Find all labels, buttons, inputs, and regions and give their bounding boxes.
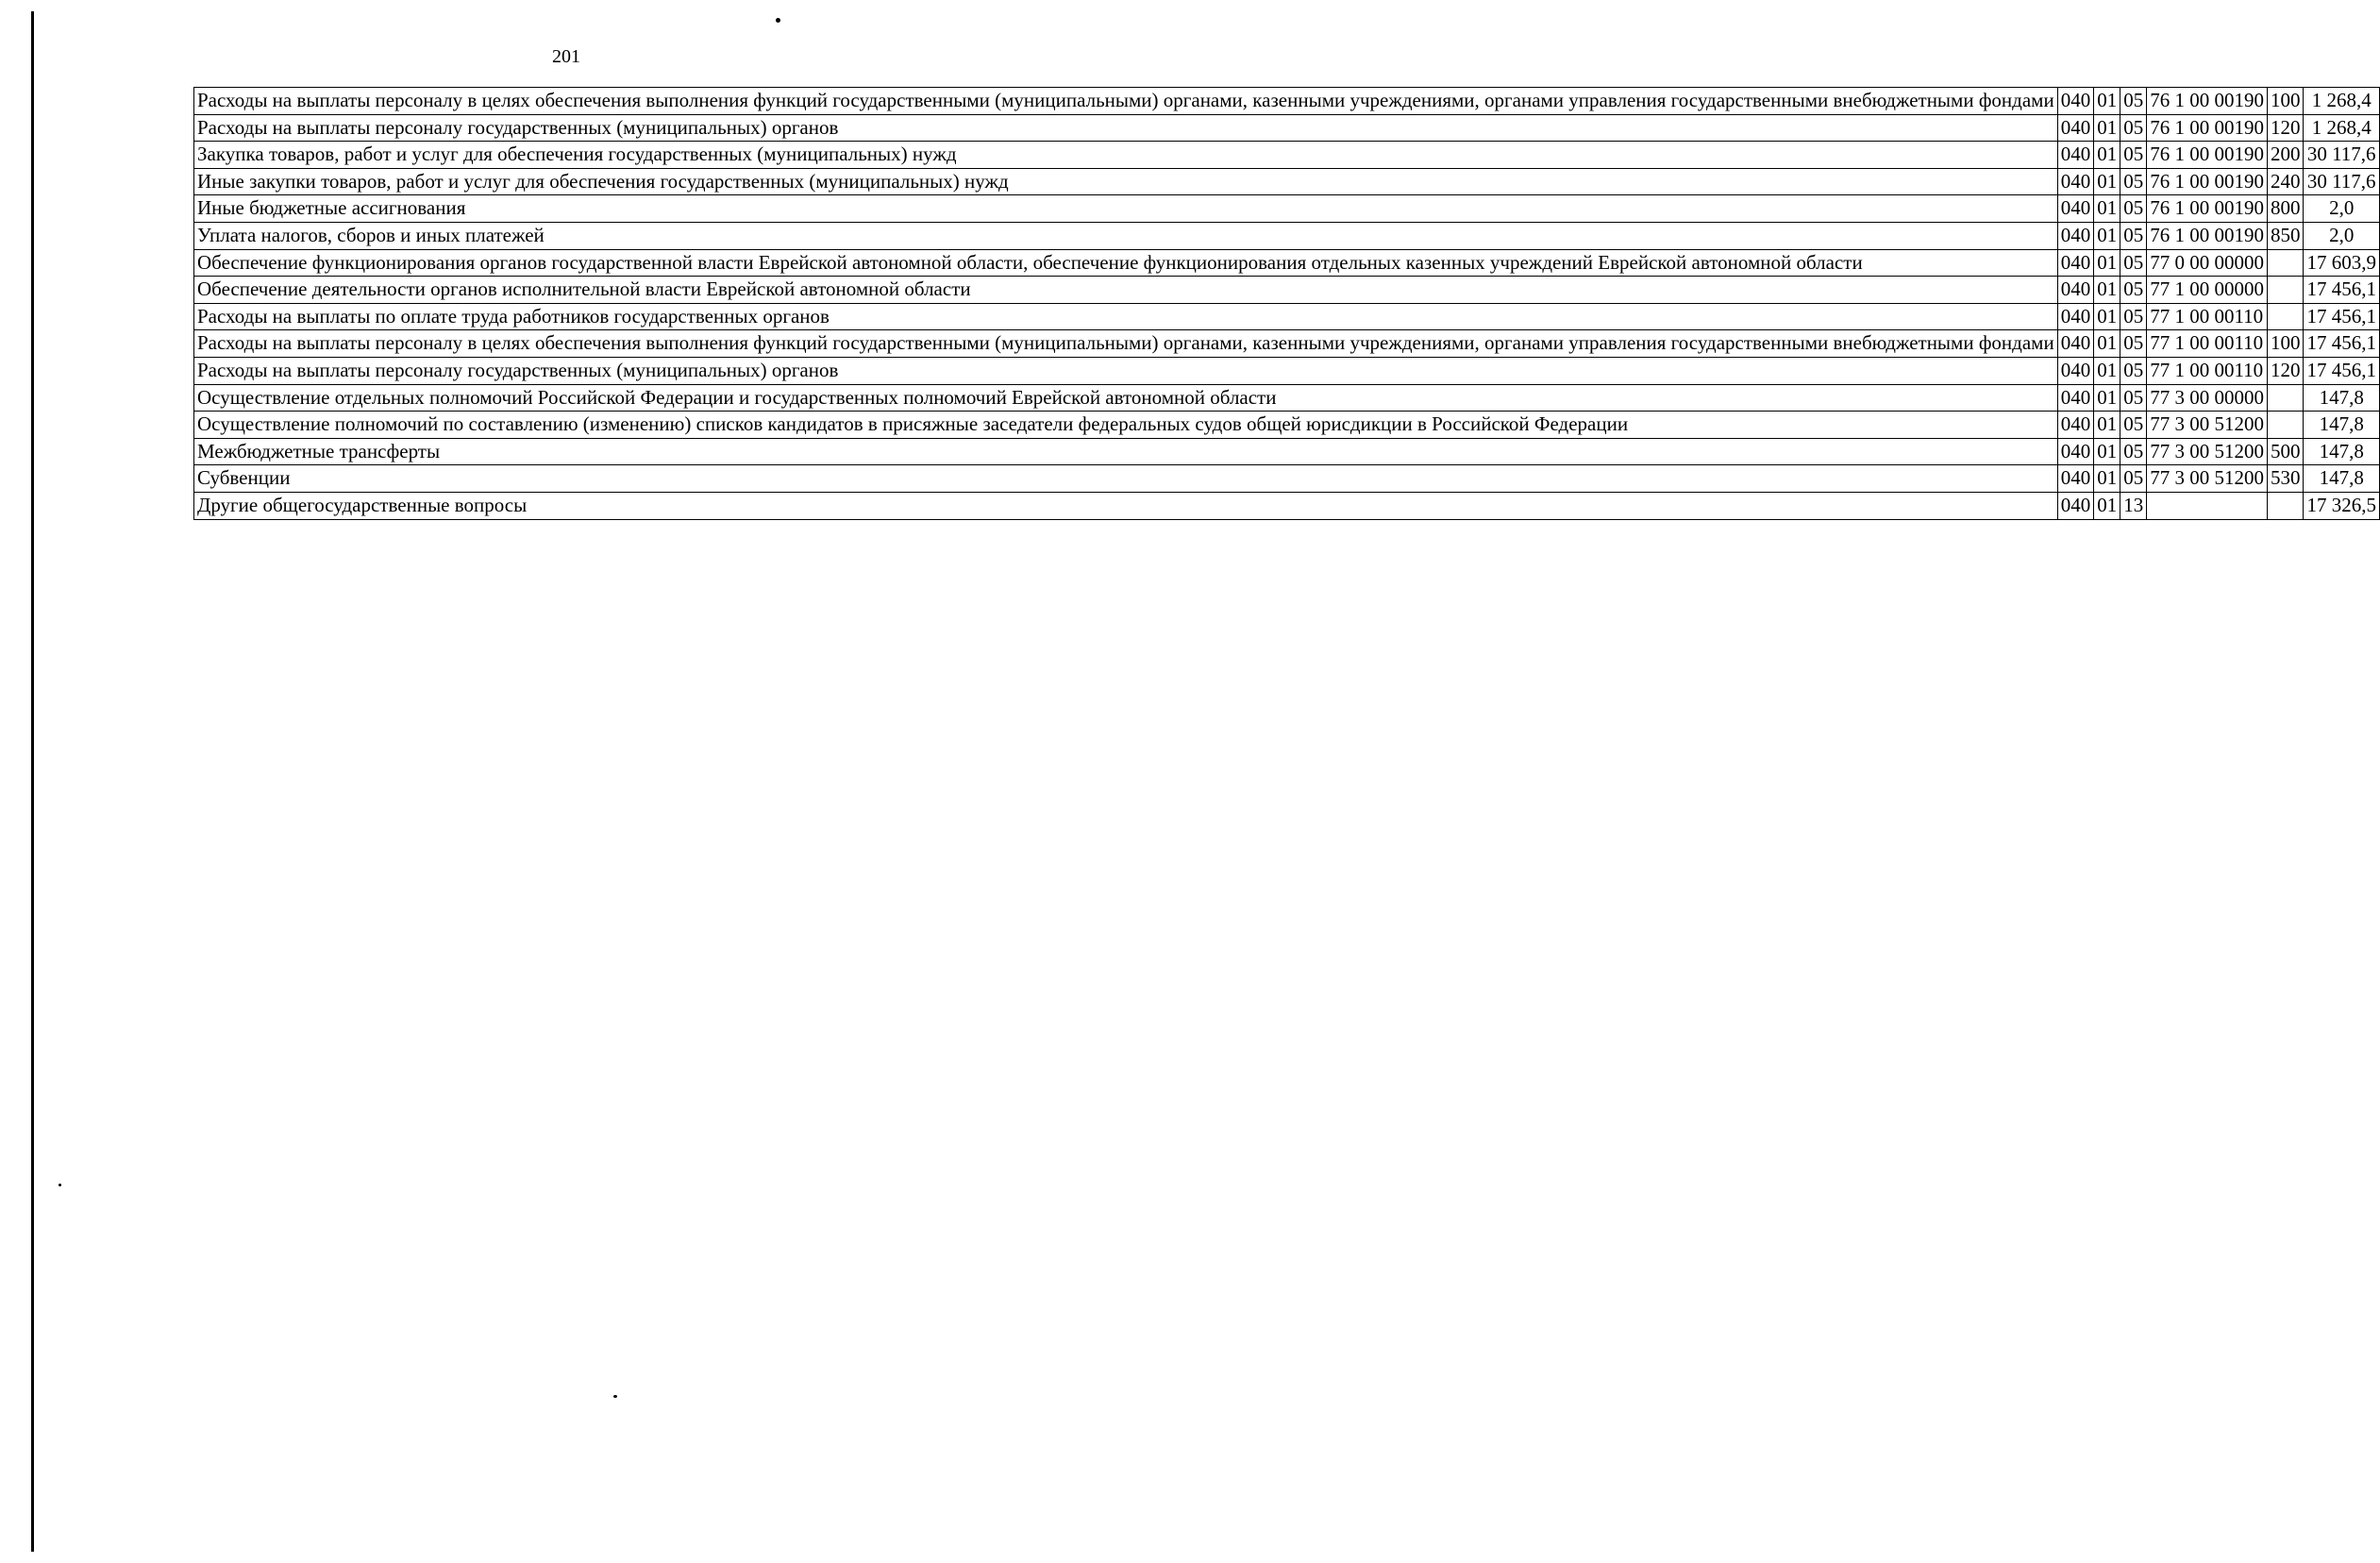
- expense-type-code: 500: [2267, 438, 2304, 465]
- amount-value: 1 268,4: [2304, 88, 2380, 115]
- subsection-code: 05: [2120, 249, 2147, 277]
- subsection-code: 05: [2120, 303, 2147, 330]
- target-article-code: 77 3 00 00000: [2147, 384, 2268, 412]
- section-code: 01: [2094, 88, 2120, 115]
- section-code: 01: [2094, 303, 2120, 330]
- subsection-code: 05: [2120, 412, 2147, 439]
- ministry-code: 040: [2057, 438, 2094, 465]
- section-code: 01: [2094, 465, 2120, 493]
- ministry-code: 040: [2057, 114, 2094, 142]
- target-article-code: 77 0 00 00000: [2147, 249, 2268, 277]
- target-article-code: 77 1 00 00110: [2147, 330, 2268, 358]
- subsection-code: 05: [2120, 330, 2147, 358]
- target-article-code: 77 3 00 51200: [2147, 465, 2268, 493]
- expense-type-code: 100: [2267, 88, 2304, 115]
- section-code: 01: [2094, 168, 2120, 195]
- ministry-code: 040: [2057, 412, 2094, 439]
- target-article-code: 76 1 00 00190: [2147, 168, 2268, 195]
- expense-type-code: [2267, 492, 2304, 519]
- section-code: 01: [2094, 384, 2120, 412]
- target-article-code: 76 1 00 00190: [2147, 114, 2268, 142]
- subsection-code: 13: [2120, 492, 2147, 519]
- target-article-code: 76 1 00 00190: [2147, 142, 2268, 169]
- table-row: [194, 222, 2380, 249]
- table-row: [194, 330, 2380, 358]
- item-name: Уплата налогов, сборов и иных платежей: [194, 222, 2058, 249]
- amount-value: 30 117,6: [2304, 142, 2380, 169]
- page-number: 201: [552, 46, 580, 67]
- target-article-code: 76 1 00 00190: [2147, 222, 2268, 249]
- subsection-code: 05: [2120, 88, 2147, 115]
- binding-edge-line: [31, 11, 34, 1552]
- amount-value: 17 456,1: [2304, 277, 2380, 304]
- subsection-code: 05: [2120, 384, 2147, 412]
- item-name: Осуществление полномочий по составлению (изменению) списков кандидатов в присяжные заседатели федеральных судов общей юрисдикции в Российской Федерации: [194, 412, 2058, 439]
- ministry-code: 040: [2057, 88, 2094, 115]
- table-row: [194, 142, 2380, 169]
- section-code: 01: [2094, 222, 2120, 249]
- expense-type-code: 240: [2267, 168, 2304, 195]
- expense-type-code: 120: [2267, 357, 2304, 384]
- scan-speck: [776, 18, 780, 23]
- amount-value: 1 268,4: [2304, 114, 2380, 142]
- ministry-code: 040: [2057, 168, 2094, 195]
- ministry-code: 040: [2057, 357, 2094, 384]
- amount-value: 17 326,5: [2304, 492, 2380, 519]
- subsection-code: 05: [2120, 277, 2147, 304]
- budget-allocation-table: [193, 87, 2380, 520]
- expense-type-code: 120: [2267, 114, 2304, 142]
- subsection-code: 05: [2120, 195, 2147, 223]
- table-row: [194, 88, 2380, 115]
- amount-value: 2,0: [2304, 195, 2380, 223]
- item-name: Обеспечение функционирования органов государственной власти Еврейской автономной области, обеспечение функционирования отдельных казенных учреждений Еврейской автономной области: [194, 249, 2058, 277]
- table-row: [194, 195, 2380, 223]
- expense-type-code: 800: [2267, 195, 2304, 223]
- amount-value: 2,0: [2304, 222, 2380, 249]
- table-row: [194, 465, 2380, 493]
- table-row: [194, 412, 2380, 439]
- amount-value: 17 603,9: [2304, 249, 2380, 277]
- table-row: [194, 249, 2380, 277]
- target-article-code: 76 1 00 00190: [2147, 195, 2268, 223]
- expense-type-code: [2267, 384, 2304, 412]
- item-name: Межбюджетные трансферты: [194, 438, 2058, 465]
- ministry-code: 040: [2057, 142, 2094, 169]
- amount-value: 147,8: [2304, 465, 2380, 493]
- item-name: Иные бюджетные ассигнования: [194, 195, 2058, 223]
- expense-type-code: 850: [2267, 222, 2304, 249]
- amount-value: 30 117,6: [2304, 168, 2380, 195]
- amount-value: 147,8: [2304, 438, 2380, 465]
- amount-value: 17 456,1: [2304, 357, 2380, 384]
- section-code: 01: [2094, 142, 2120, 169]
- table-row: [194, 438, 2380, 465]
- target-article-code: 77 3 00 51200: [2147, 438, 2268, 465]
- ministry-code: 040: [2057, 492, 2094, 519]
- item-name: Закупка товаров, работ и услуг для обеспечения государственных (муниципальных) нужд: [194, 142, 2058, 169]
- ministry-code: 040: [2057, 330, 2094, 358]
- table-row: [194, 303, 2380, 330]
- subsection-code: 05: [2120, 142, 2147, 169]
- item-name: Субвенции: [194, 465, 2058, 493]
- table-row: [194, 384, 2380, 412]
- subsection-code: 05: [2120, 438, 2147, 465]
- target-article-code: 77 1 00 00000: [2147, 277, 2268, 304]
- item-name: Другие общегосударственные вопросы: [194, 492, 2058, 519]
- item-name: Расходы на выплаты по оплате труда работников государственных органов: [194, 303, 2058, 330]
- table-row: [194, 492, 2380, 519]
- section-code: 01: [2094, 114, 2120, 142]
- item-name: Иные закупки товаров, работ и услуг для обеспечения государственных (муниципальных) нужд: [194, 168, 2058, 195]
- table-row: [194, 168, 2380, 195]
- scan-speck: [613, 1395, 617, 1398]
- target-article-code: [2147, 492, 2268, 519]
- expense-type-code: 200: [2267, 142, 2304, 169]
- ministry-code: 040: [2057, 465, 2094, 493]
- amount-value: 147,8: [2304, 384, 2380, 412]
- expense-type-code: [2267, 303, 2304, 330]
- item-name: Обеспечение деятельности органов исполнительной власти Еврейской автономной области: [194, 277, 2058, 304]
- section-code: 01: [2094, 492, 2120, 519]
- target-article-code: 77 3 00 51200: [2147, 412, 2268, 439]
- ministry-code: 040: [2057, 195, 2094, 223]
- table-row: [194, 357, 2380, 384]
- target-article-code: 76 1 00 00190: [2147, 88, 2268, 115]
- target-article-code: 77 1 00 00110: [2147, 357, 2268, 384]
- item-name: Расходы на выплаты персоналу государственных (муниципальных) органов: [194, 114, 2058, 142]
- expense-type-code: 530: [2267, 465, 2304, 493]
- amount-value: 17 456,1: [2304, 303, 2380, 330]
- subsection-code: 05: [2120, 168, 2147, 195]
- section-code: 01: [2094, 438, 2120, 465]
- amount-value: 17 456,1: [2304, 330, 2380, 358]
- section-code: 01: [2094, 249, 2120, 277]
- ministry-code: 040: [2057, 249, 2094, 277]
- subsection-code: 05: [2120, 357, 2147, 384]
- item-name: Осуществление отдельных полномочий Российской Федерации и государственных полномочий Еврейской автономной области: [194, 384, 2058, 412]
- section-code: 01: [2094, 412, 2120, 439]
- ministry-code: 040: [2057, 303, 2094, 330]
- subsection-code: 05: [2120, 222, 2147, 249]
- expense-type-code: [2267, 277, 2304, 304]
- subsection-code: 05: [2120, 465, 2147, 493]
- section-code: 01: [2094, 330, 2120, 358]
- section-code: 01: [2094, 195, 2120, 223]
- subsection-code: 05: [2120, 114, 2147, 142]
- item-name: Расходы на выплаты персоналу в целях обеспечения выполнения функций государственными (муниципальными) органами, казенными учреждениями, органами управления государственными внебюджетными фондами: [194, 330, 2058, 358]
- ministry-code: 040: [2057, 384, 2094, 412]
- item-name: Расходы на выплаты персоналу государственных (муниципальных) органов: [194, 357, 2058, 384]
- ministry-code: 040: [2057, 277, 2094, 304]
- expense-type-code: [2267, 249, 2304, 277]
- table-row: [194, 114, 2380, 142]
- target-article-code: 77 1 00 00110: [2147, 303, 2268, 330]
- expense-type-code: [2267, 412, 2304, 439]
- amount-value: 147,8: [2304, 412, 2380, 439]
- section-code: 01: [2094, 357, 2120, 384]
- table-row: [194, 277, 2380, 304]
- ministry-code: 040: [2057, 222, 2094, 249]
- scan-speck: [59, 1184, 61, 1186]
- item-name: Расходы на выплаты персоналу в целях обеспечения выполнения функций государственными (муниципальными) органами, казенными учреждениями, органами управления государственными внебюджетными фондами: [194, 88, 2058, 115]
- section-code: 01: [2094, 277, 2120, 304]
- expense-type-code: 100: [2267, 330, 2304, 358]
